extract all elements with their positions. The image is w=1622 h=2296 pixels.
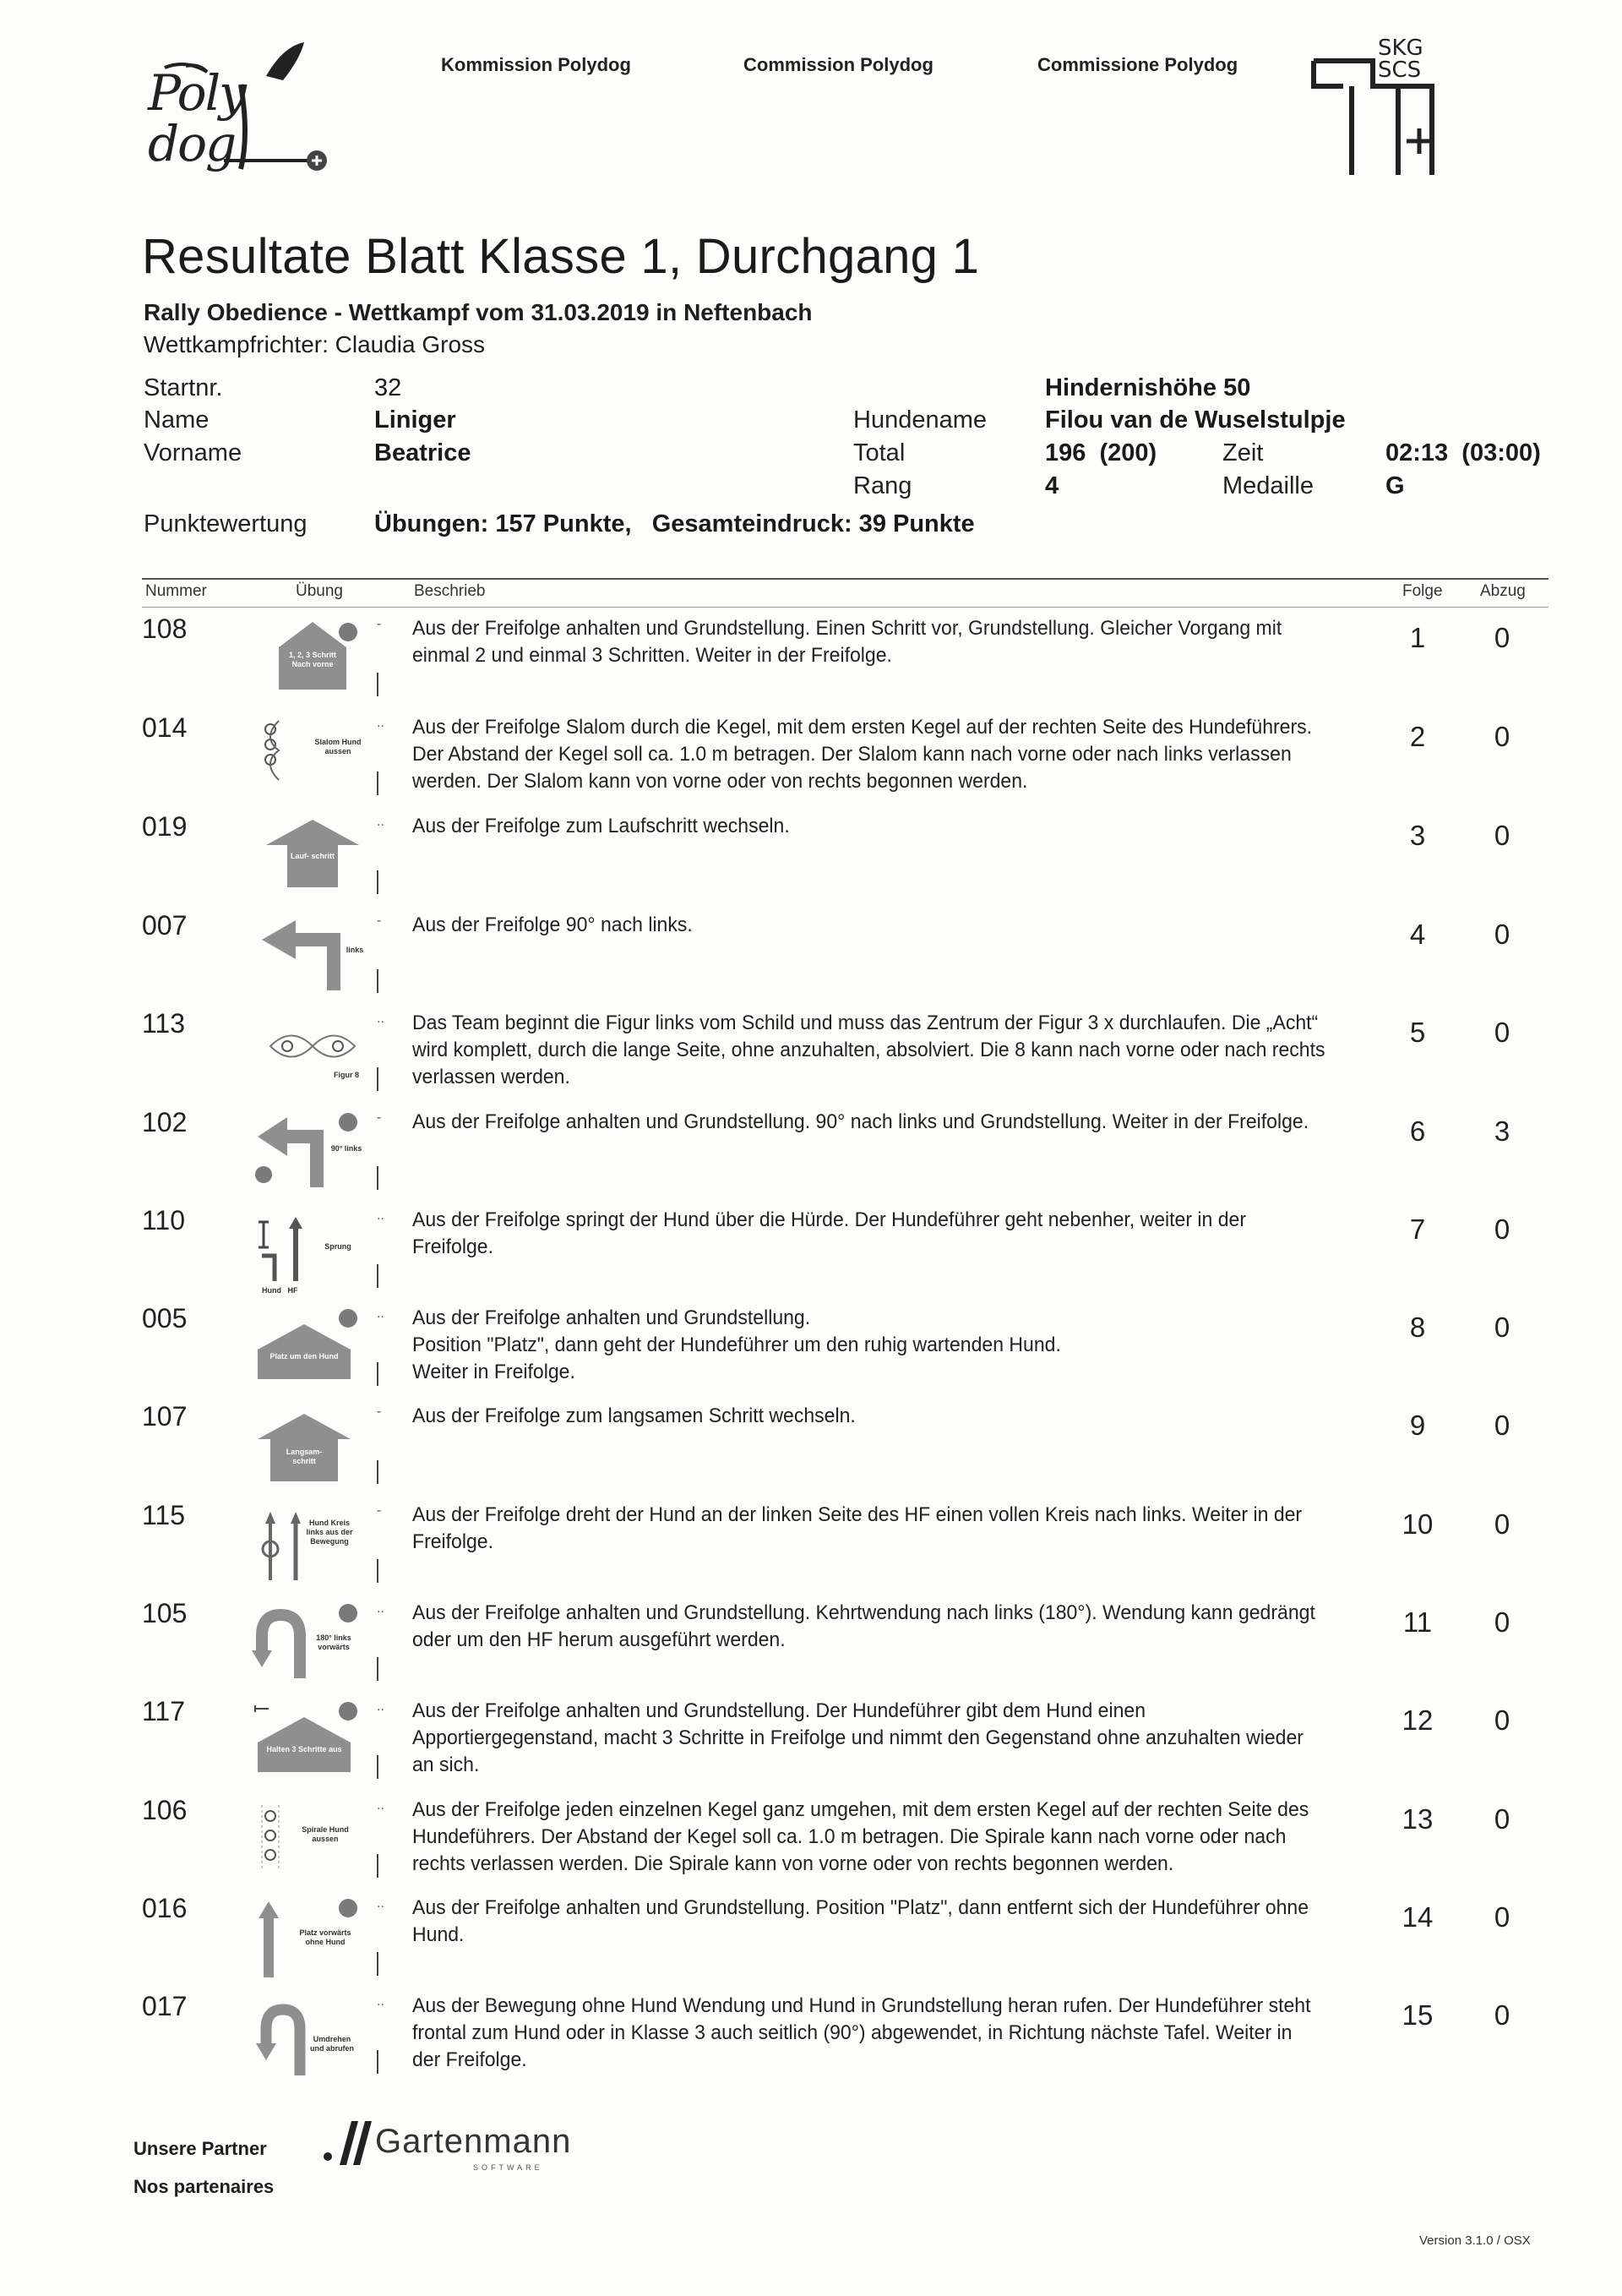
tick-mark: ..	[377, 1208, 384, 1223]
table-header-rule	[142, 607, 1549, 608]
figure-eight-sign-icon	[245, 1008, 389, 1101]
zeit-value: 02:13 (03:00)	[1385, 439, 1541, 466]
row-description: Aus der Freifolge zum Laufschritt wechseln.	[412, 815, 790, 837]
row-abzug: 0	[1494, 1606, 1510, 1638]
header-beschrieb: Beschrieb	[414, 582, 486, 600]
platz-forward-sign-icon	[245, 1893, 389, 1986]
row-folge: 4	[1409, 919, 1426, 950]
table-row	[0, 811, 1622, 909]
turn-left-sign-icon	[245, 910, 389, 1003]
row-description: Aus der Freifolge anhalten und Grundstellung. Der Hundeführer gibt dem Hund einen Apportiergegenstand, macht 3 Schritte in Freifolge und nimmt den Gegenstand ohne anzuhalten wieder an sich.	[412, 1699, 1304, 1776]
row-number: 102	[142, 1107, 188, 1137]
vorname-value: Beatrice	[374, 439, 471, 466]
polydog-logo-text: Poly dog	[148, 64, 245, 172]
row-description: Aus der Freifolge Slalom durch die Kegel, mit dem ersten Kegel auf der rechten Seite des Hundeführers. Der Abstand der Kegel soll ca. 1.0 m betragen. Der Slalom kann nach vorne oder nach links verlassen werden. Der Slalom kann von vorne oder von rechts begonnen werden.	[412, 716, 1313, 793]
startnr-value: 32	[374, 374, 402, 401]
jump-sign-icon	[245, 1205, 389, 1298]
row-number: 014	[142, 712, 188, 743]
sign-label: Spirale Hund aussen	[302, 1825, 349, 1843]
row-abzug: 0	[1494, 1999, 1510, 2031]
sign-label: Platz vorwärts ohne Hund	[299, 1928, 351, 1946]
row-number: 107	[142, 1401, 188, 1432]
divider	[377, 1657, 378, 1681]
row-abzug: 0	[1494, 1213, 1510, 1245]
tick-mark: ..	[377, 1306, 384, 1321]
row-number: 108	[142, 614, 188, 644]
hindernis-value: Hindernishöhe 50	[1045, 374, 1251, 401]
divider	[377, 1460, 378, 1484]
table-row	[0, 1696, 1622, 1794]
row-folge: 15	[1402, 1999, 1434, 2031]
sign-label: Lauf- schritt	[291, 852, 335, 860]
row-number: 110	[142, 1205, 186, 1235]
row-folge: 2	[1409, 721, 1426, 752]
row-abzug: 0	[1494, 622, 1510, 653]
row-folge: 10	[1402, 1508, 1434, 1540]
table-row	[0, 1008, 1622, 1106]
row-number: 113	[142, 1008, 186, 1039]
tick-mark: ..	[377, 815, 384, 829]
version-label: Version 3.1.0 / OSX	[1419, 2233, 1531, 2248]
table-row	[0, 1795, 1622, 1893]
slalom-sign-icon	[245, 712, 389, 805]
table-row	[0, 1303, 1622, 1401]
tick-mark: ..	[377, 1012, 384, 1026]
row-number: 105	[142, 1598, 188, 1628]
gartenmann-name: Gartenmann	[375, 2123, 572, 2160]
tick-mark: ..	[377, 1994, 384, 2009]
row-abzug: 3	[1494, 1115, 1510, 1147]
table-row	[0, 614, 1622, 712]
row-abzug: 0	[1494, 1901, 1510, 1933]
sign-label: Langsam- schritt	[286, 1448, 323, 1465]
table-row	[0, 1401, 1622, 1499]
sign-label: 90° links	[330, 1144, 362, 1153]
row-number: 117	[142, 1696, 186, 1726]
gartenmann-sub: SOFTWARE	[473, 2163, 543, 2172]
hundename-value: Filou van de Wuselstulpje	[1045, 406, 1346, 434]
tick-mark: ..	[377, 1699, 384, 1714]
sign-sublabel: Hund HF	[262, 1286, 298, 1295]
recall-sign-icon	[245, 1991, 389, 2084]
sign-label: Platz um den Hund	[269, 1352, 339, 1361]
table-row	[0, 1893, 1622, 1991]
spiral-sign-icon	[245, 1795, 389, 1888]
row-folge: 11	[1402, 1606, 1433, 1638]
sign-label: Hund Kreis links aus der Bewegung	[306, 1519, 353, 1546]
header-nummer: Nummer	[145, 582, 207, 600]
commission-de: Kommission Polydog	[441, 54, 631, 75]
rang-value: 4	[1045, 472, 1059, 499]
tick-mark: -	[377, 913, 382, 928]
row-description: Aus der Freifolge anhalten und Grundstellung. Position "Platz", dann entfernt sich der Hundeführer ohne Hund.	[412, 1896, 1309, 1946]
zeit-label: Zeit	[1222, 439, 1264, 466]
halt-3-steps-sign-icon	[245, 1696, 389, 1789]
sign-label: 180° links vorwärts	[316, 1633, 351, 1651]
skg-logo	[1305, 35, 1457, 179]
punkte-value: Übungen: 157 Punkte, Gesamteindruck: 39 Punkte	[374, 510, 975, 537]
name-label: Name	[144, 406, 210, 434]
row-description: Aus der Freifolge 90° nach links.	[412, 913, 693, 936]
divider	[377, 1559, 378, 1583]
row-folge: 13	[1402, 1803, 1434, 1835]
row-abzug: 0	[1494, 919, 1510, 950]
tick-mark: -	[377, 1110, 382, 1125]
row-folge: 6	[1409, 1115, 1426, 1147]
tick-mark: ..	[377, 1601, 384, 1616]
table-row	[0, 1500, 1622, 1598]
tick-mark: -	[377, 1503, 382, 1518]
row-number: 115	[142, 1500, 186, 1530]
row-folge: 12	[1402, 1704, 1434, 1736]
header-uebung: Übung	[296, 582, 343, 600]
divider	[377, 1952, 378, 1976]
divider	[377, 1362, 378, 1386]
header-folge: Folge	[1402, 582, 1443, 600]
tick-mark: -	[377, 617, 382, 631]
sign-label: Umdrehen und abrufen	[310, 2035, 354, 2053]
table-top-rule	[142, 578, 1549, 580]
divider	[377, 870, 378, 894]
judge-line: Wettkampfrichter: Claudia Gross	[144, 331, 486, 357]
row-abzug: 0	[1494, 1803, 1510, 1835]
dog-circle-sign-icon	[245, 1500, 389, 1593]
row-abzug: 0	[1494, 1312, 1510, 1343]
divider	[377, 1854, 378, 1878]
medaille-value: G	[1385, 472, 1405, 499]
row-number: 019	[142, 811, 188, 842]
row-description: Aus der Freifolge anhalten und Grundstellung. Einen Schritt vor, Grundstellung. Gleicher Vorgang mit einmal 2 und einmal 3 Schritten. Weiter in der Freifolge.	[412, 617, 1282, 667]
tick-mark: ..	[377, 1798, 384, 1813]
row-description: Aus der Freifolge anhalten und Grundstellung. 90° nach links und Grundstellung. Weiter in der Freifolge.	[412, 1110, 1309, 1133]
row-abzug: 0	[1494, 721, 1510, 752]
row-description: Aus der Freifolge jeden einzelnen Kegel ganz umgehen, mit dem ersten Kegel auf der rechten Seite des Hundeführers. Der Abstand der Kegel soll ca. 1.0 m betragen. Die Spirale kann nach vorne oder nach rechts verlassen werden. Die Spirale kann von vorne oder von rechts begonnen werden.	[412, 1798, 1309, 1875]
laufschritt-sign-icon	[245, 811, 389, 904]
divider	[377, 772, 378, 795]
row-folge: 1	[1409, 622, 1426, 653]
skg-logo-text: SKG SCS	[1378, 35, 1423, 83]
halt-turn-left-sign-icon	[245, 1107, 389, 1200]
divider	[377, 673, 378, 696]
table-row	[0, 1991, 1622, 2089]
row-abzug: 0	[1494, 1017, 1510, 1048]
tick-mark: -	[377, 1404, 382, 1419]
row-description: Aus der Freifolge anhalten und Grundstellung. Kehrtwendung nach links (180°). Wendung kann gedrängt oder um den HF herum ausgeführt werden.	[412, 1601, 1315, 1651]
vorname-label: Vorname	[144, 439, 242, 466]
row-folge: 14	[1402, 1901, 1434, 1933]
row-folge: 9	[1409, 1410, 1426, 1441]
row-folge: 5	[1409, 1017, 1426, 1048]
sign-label: 1, 2, 3 Schritt Nach vorne	[288, 651, 337, 668]
row-description: Aus der Bewegung ohne Hund Wendung und Hund in Grundstellung heran rufen. Der Hundeführer steht frontal zum Hund oder in Klasse 3 auch seitlich (90°) abgewendet, in Richtung nächste Tafel. Weiter in der Freifolge.	[412, 1994, 1311, 2071]
rang-label: Rang	[853, 472, 912, 499]
total-label: Total	[853, 439, 906, 466]
row-number: 007	[142, 910, 188, 941]
tick-mark: ..	[377, 716, 384, 730]
sign-label: Sprung	[324, 1242, 351, 1251]
total-value: 196 (200)	[1045, 439, 1157, 466]
row-number: 016	[142, 1893, 188, 1923]
hundename-label: Hundename	[853, 406, 987, 434]
table-row	[0, 1598, 1622, 1696]
row-abzug: 0	[1494, 820, 1510, 851]
u-turn-sign-icon	[245, 1598, 389, 1691]
punkte-label: Punktewertung	[144, 510, 308, 537]
row-abzug: 0	[1494, 1410, 1510, 1441]
medaille-label: Medaille	[1222, 472, 1314, 499]
sign-label: Figur 8	[333, 1071, 359, 1079]
sign-label: links	[346, 946, 364, 954]
commission-fr: Commission Polydog	[743, 54, 933, 75]
polydog-logo	[139, 34, 342, 182]
partner-label-de: Unsere Partner	[133, 2138, 267, 2159]
row-description: Aus der Freifolge springt der Hund über die Hürde. Der Hundeführer geht nebenher, weiter in der Freifolge.	[412, 1208, 1247, 1258]
gartenmann-logo	[321, 2113, 574, 2180]
row-number: 017	[142, 1991, 188, 2021]
tick-mark: ..	[377, 1896, 384, 1911]
row-description: Das Team beginnt die Figur links vom Schild und muss das Zentrum der Figur 3 x durchlaufen. Die „Acht“ wird komplett, durch die lange Seite, ohne anzuhalten, absolviert. Die 8 kann nach vorne oder nach rechts verlassen werden.	[412, 1012, 1325, 1088]
row-folge: 7	[1409, 1213, 1426, 1245]
langsam-sign-icon	[245, 1401, 389, 1494]
sign-label: Halten 3 Schritte aus	[266, 1745, 342, 1753]
table-row	[0, 910, 1622, 1008]
sign-label: Slalom Hund aussen	[314, 738, 362, 755]
platz-sign-icon	[245, 1303, 389, 1396]
row-folge: 8	[1409, 1312, 1426, 1343]
row-description: Aus der Freifolge zum langsamen Schritt wechseln.	[412, 1404, 856, 1427]
row-number: 005	[142, 1303, 188, 1333]
competition-subtitle: Rally Obedience - Wettkampf vom 31.03.2019 in Neftenbach	[144, 299, 813, 325]
row-description: Aus der Freifolge anhalten und Grundstellung. Position "Platz", dann geht der Hundeführer um den ruhig wartenden Hund. Weiter in Freifolge.	[412, 1306, 1061, 1383]
divider	[377, 1755, 378, 1779]
row-number: 106	[142, 1795, 188, 1825]
table-row	[0, 1205, 1622, 1303]
startnr-label: Startnr.	[144, 374, 223, 401]
halt-123-schritt-sign-icon	[245, 614, 389, 706]
name-value: Liniger	[374, 406, 456, 434]
divider	[377, 1166, 378, 1190]
table-row	[0, 1107, 1622, 1205]
commission-it: Commissione Polydog	[1037, 54, 1238, 75]
divider	[377, 1264, 378, 1288]
divider	[377, 1067, 378, 1091]
row-abzug: 0	[1494, 1508, 1510, 1540]
row-description: Aus der Freifolge dreht der Hund an der linken Seite des HF einen vollen Kreis nach links. Weiter in der Freifolge.	[412, 1503, 1303, 1553]
divider	[377, 969, 378, 993]
partner-label-fr: Nos partenaires	[133, 2176, 275, 2197]
table-row	[0, 712, 1622, 810]
page-title: Resultate Blatt Klasse 1, Durchgang 1	[142, 229, 980, 284]
row-folge: 3	[1409, 820, 1426, 851]
row-abzug: 0	[1494, 1704, 1510, 1736]
divider	[377, 2050, 378, 2074]
header-abzug: Abzug	[1480, 582, 1526, 600]
